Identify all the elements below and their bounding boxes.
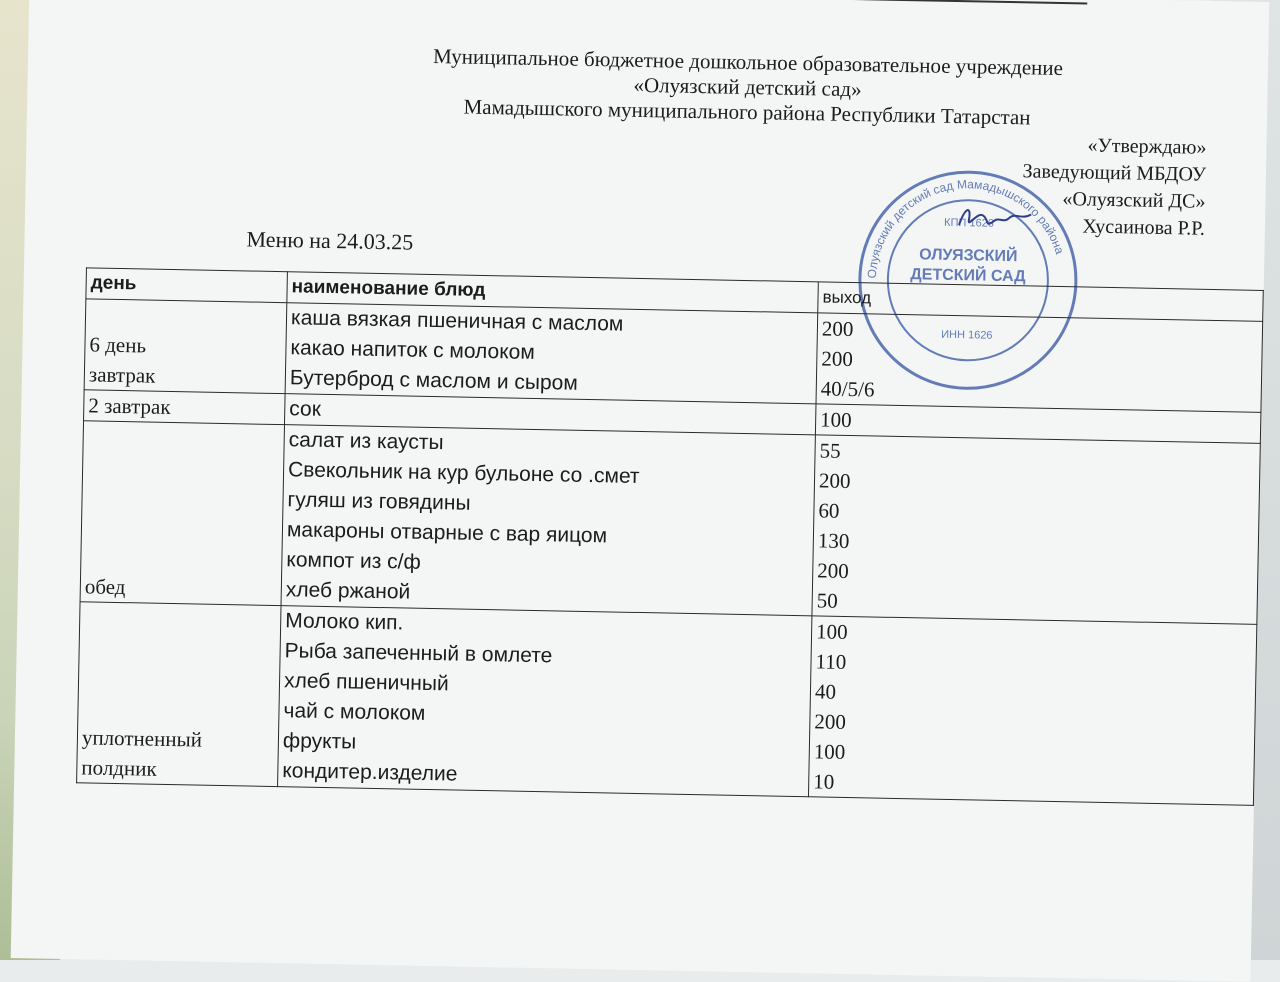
dish-item: хлеб ржаной — [285, 578, 411, 604]
dish-item: какао напиток с молоком — [290, 336, 535, 364]
yield-value: 130 — [817, 528, 850, 554]
header-day: день — [86, 268, 288, 303]
header-dish: наименование блюд — [287, 272, 818, 313]
dish-item: макароны отварные с вар яицом — [286, 518, 608, 548]
yield-cell — [816, 313, 1263, 413]
yield-value: 50 — [816, 588, 838, 613]
yield-value: 200 — [814, 709, 847, 734]
day-cell — [84, 390, 286, 425]
dish-item: Рыба запеченный в омлете — [284, 639, 553, 668]
approval-line-2: Заведующий МБДОУ — [1022, 160, 1207, 186]
yield-value: 200 — [821, 316, 854, 342]
dish-item: гуляш из говядины — [287, 488, 471, 515]
yield-value: 55 — [819, 438, 841, 463]
menu-document — [11, 0, 1270, 982]
yield-value: 200 — [821, 346, 854, 372]
day-label: уплотненный — [81, 725, 203, 752]
yield-value: 200 — [817, 558, 850, 584]
day-label: полдник — [81, 755, 157, 781]
yield-value: 40/5/6 — [820, 376, 875, 402]
dish-item: каша вязкая пшеничная с маслом — [290, 306, 624, 336]
yield-value: 110 — [815, 649, 847, 674]
stamp-code-2: ИНН 1626 — [941, 328, 993, 342]
day-cell — [77, 602, 281, 787]
table-row-lunch — [80, 421, 1260, 625]
stamp-inner-text-1: ОЛУЯЗСКИЙ — [919, 246, 1018, 266]
day-label: обед — [84, 574, 126, 600]
header-line-2: «Олуязский детский сад» — [633, 72, 862, 102]
dish-cell — [281, 425, 815, 616]
day-cell — [84, 299, 287, 394]
dish-cell — [278, 606, 812, 797]
dish-item: салат из каусты — [288, 428, 444, 455]
stamp-inner-text-2: ДЕТСКИЙ САД — [910, 266, 1026, 286]
header-yield: выход — [818, 282, 1264, 322]
yield-cell — [812, 435, 1260, 625]
dish-item: фрукты — [282, 729, 357, 754]
stamp-outer-text: Олуязский детский сад Мамадышского района — [864, 177, 1067, 279]
day-label: 6 день — [89, 332, 147, 358]
approval-line-1: «Утверждаю» — [1087, 134, 1207, 159]
dish-item: Молоко кип. — [285, 609, 404, 635]
yield-cell — [808, 616, 1256, 806]
stamp-code-1: КПП 1626 — [944, 216, 994, 230]
yield-value: 200 — [818, 468, 851, 494]
yield-value: 10 — [813, 769, 835, 794]
dish-item: хлеб пшеничный — [283, 669, 449, 696]
menu-table — [76, 267, 1264, 806]
menu-title: Меню на 24.03.25 — [246, 226, 414, 255]
day-label: 2 завтрак — [88, 393, 171, 419]
dish-item: кондитер.изделие — [282, 759, 458, 786]
header-line-1: Муниципальное бюджетное дошкольное образовательное учреждение — [432, 43, 1064, 81]
yield-value: 100 — [815, 619, 848, 645]
dish-item: сок — [289, 397, 322, 421]
dish-cell — [285, 303, 818, 404]
yield-value: 40 — [814, 679, 837, 704]
yield-value: 100 — [819, 407, 852, 433]
signature — [955, 201, 1036, 235]
yield-value: 100 — [813, 739, 846, 764]
approval-line-3: «Олуязский ДС» — [1062, 188, 1206, 213]
dish-item: компот из с/ф — [286, 548, 421, 574]
day-label: завтрак — [88, 362, 156, 388]
header-line-3: Мамадышского муниципального района Республики Татарстан — [463, 94, 1031, 130]
dish-item: Свекольник на кур бульоне со .смет — [287, 458, 640, 488]
top-rule — [97, 0, 1087, 4]
approval-line-4: Хусаинова Р.Р. — [1082, 215, 1206, 240]
dish-item: чай с молоком — [283, 699, 426, 725]
day-cell — [80, 421, 284, 606]
institution-header — [367, 43, 1128, 133]
table-row-snack — [77, 602, 1257, 806]
yield-value: 60 — [818, 498, 840, 523]
dish-item: Бутерброд с маслом и сыром — [289, 366, 578, 395]
